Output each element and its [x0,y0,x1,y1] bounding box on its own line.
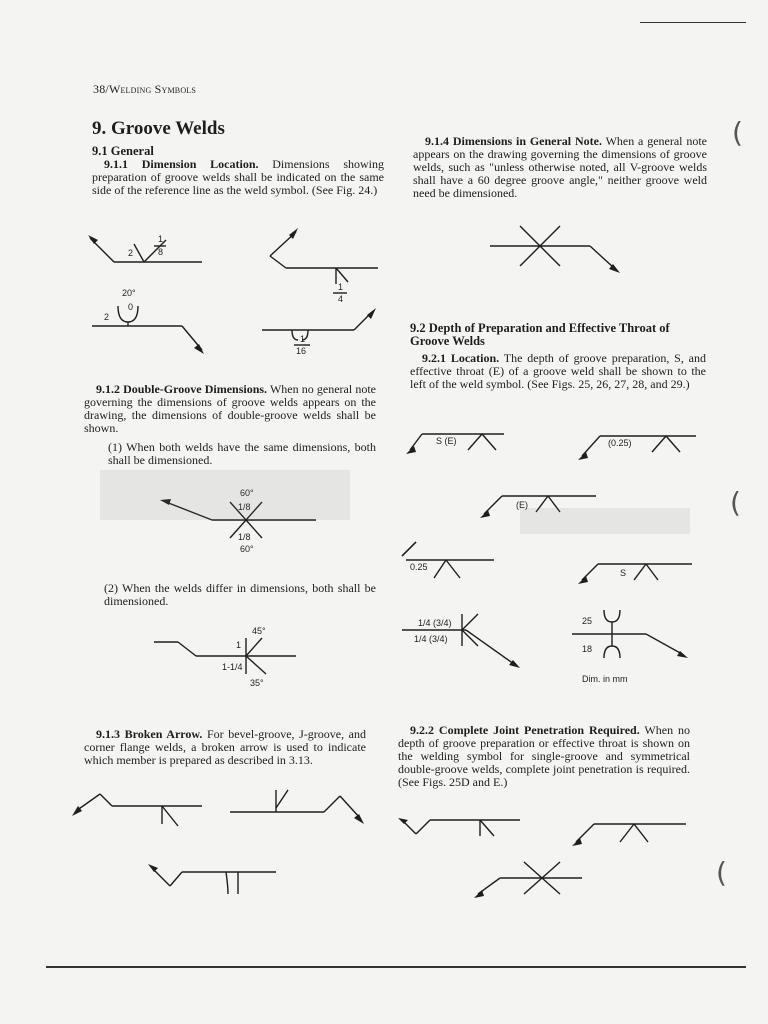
sketch-cjp-3 [474,862,582,898]
label-1-c: 1 [300,334,306,344]
sketch-14-34 [402,614,520,668]
fig-depth-throat [400,424,700,694]
para-9-2-1-head: 9.2.1 Location. [422,351,500,365]
label-14-34-bottom: 1/4 (3/4) [414,634,448,644]
fig-general-note-symbol [486,224,626,276]
item-1-same-dimensions: (1) When both welds have the same dimensions, both shall be dimensioned. [108,440,376,467]
label-1-b: 1 [338,282,344,292]
label-45: 45° [252,626,266,636]
top-edge-mark [640,22,746,23]
para-9-1-1 [92,158,384,197]
label-dim-in-mm: Dim. in mm [582,674,628,684]
scan-smudge-2 [520,508,690,534]
label-25: 25 [582,616,593,626]
sketch-broken-3 [148,864,276,894]
hole-punch-mark-2: ( [730,486,741,519]
para-9-1-1-body: Dimensions showing preparation of groove welds shall be indicated on the same side of the reference line as the weld symbol. (See Fig. 24.) [92,157,384,197]
fig-complete-penetration [396,806,716,916]
label-1-d: 1 [236,640,242,650]
label-18: 18 [582,644,593,654]
label-35: 35° [250,678,264,688]
heading-9-2: 9.2 Depth of Preparation and Effective Throat of Groove Welds [410,321,670,348]
fig-double-groove-differ [150,624,310,688]
sketch-025-paren [578,436,696,460]
fig-broken-arrow [70,786,370,896]
para-9-2-1-body: The depth of groove preparation, S, and effective throat (E) of a groove weld shall be shown to the left of the weld symbol. (See Figs. 25, 26, 27, 28, and 29.) [410,351,706,391]
sketch-cjp-2 [572,824,686,846]
sketch-broken-1 [72,794,202,826]
label-0-25: 0.25 [410,562,428,572]
hole-punch-mark-3: ( [716,856,727,889]
sketch-broken-2 [230,790,364,824]
para-9-1-1-head: 9.1.1 Dimension Location. [104,157,259,171]
item-2-differ-dimensions: (2) When the welds differ in dimensions, both shall be dimensioned. [104,581,376,608]
sketch-S [578,564,692,584]
label-8: 8 [158,247,164,257]
para-9-1-4-body: When a general note appears on the drawing governing the dimensions of groove welds, such as "unless otherwise noted, all V-groove welds shall have a 60 degree groove angle," neither groove weld need be dimensioned. [413,134,707,200]
para-9-2-2-body: When no depth of groove preparation or effective throat is shown on the welding symbol for single-groove and symmetrical double-groove welds, complete joint penetration is required. (See Figs. 25D and E.) [398,723,690,789]
sketch-SE [406,434,504,454]
para-9-2-2 [398,724,690,789]
label-0: 0 [128,302,134,312]
label-2-b: 2 [104,312,110,322]
sketch-c [92,288,204,354]
label-18-bottom: 1/8 [238,532,251,542]
label-S: S [620,568,627,578]
bottom-rule [46,966,746,968]
label-1: 1 [158,234,164,244]
label-60-bottom: 60° [240,544,254,554]
label-2: 2 [128,248,134,258]
heading-9-1: 9.1 General [92,144,154,158]
scan-smudge-1 [100,470,350,520]
label-60-top: 60° [240,488,254,498]
label-16: 16 [296,346,307,356]
para-9-1-2-head: 9.1.2 Double-Groove Dimensions. [96,382,268,396]
label-1-1-4: 1-1/4 [222,662,243,672]
page-number: 38/ [93,82,109,96]
label-4: 4 [338,294,344,304]
sketch-cjp-1 [398,818,520,836]
header-section: Welding Symbols [108,82,197,96]
fig-24-dimension-location [86,226,386,356]
sketch-025 [402,542,494,578]
label-E: (E) [516,500,528,510]
para-9-2-2-head: 9.2.2 Complete Joint Penetration Required. [410,723,640,737]
para-9-1-2 [84,383,376,435]
sketch-b [270,228,378,304]
sketch-a [88,234,202,262]
para-9-2-1 [410,352,706,391]
hole-punch-mark-1: ( [732,116,743,149]
para-9-1-3-head: 9.1.3 Broken Arrow. [96,727,203,741]
sketch-d [262,308,376,356]
para-9-1-2-body: When no general note governing the dimensions of groove welds appears on the drawing, the dimensions of double-groove welds shall be shown. [84,382,376,435]
label-0-25-paren: (0.25) [608,438,632,448]
para-9-1-3-body: For bevel-groove, J-groove, and corner flange welds, a broken arrow is used to indicate which member is prepared as described in 3.13. [84,727,366,767]
label-20deg: 20° [122,288,136,298]
label-18-top: 1/8 [238,502,251,512]
label-S-E: S (E) [436,436,457,446]
page-title: 9. Groove Welds [92,118,225,139]
para-9-1-4-head: 9.1.4 Dimensions in General Note. [425,134,602,148]
para-9-1-3 [84,728,366,767]
label-14-34-top: 1/4 (3/4) [418,618,452,628]
sketch-25-18 [572,610,688,684]
running-header [93,82,196,97]
para-9-1-4 [413,135,707,200]
